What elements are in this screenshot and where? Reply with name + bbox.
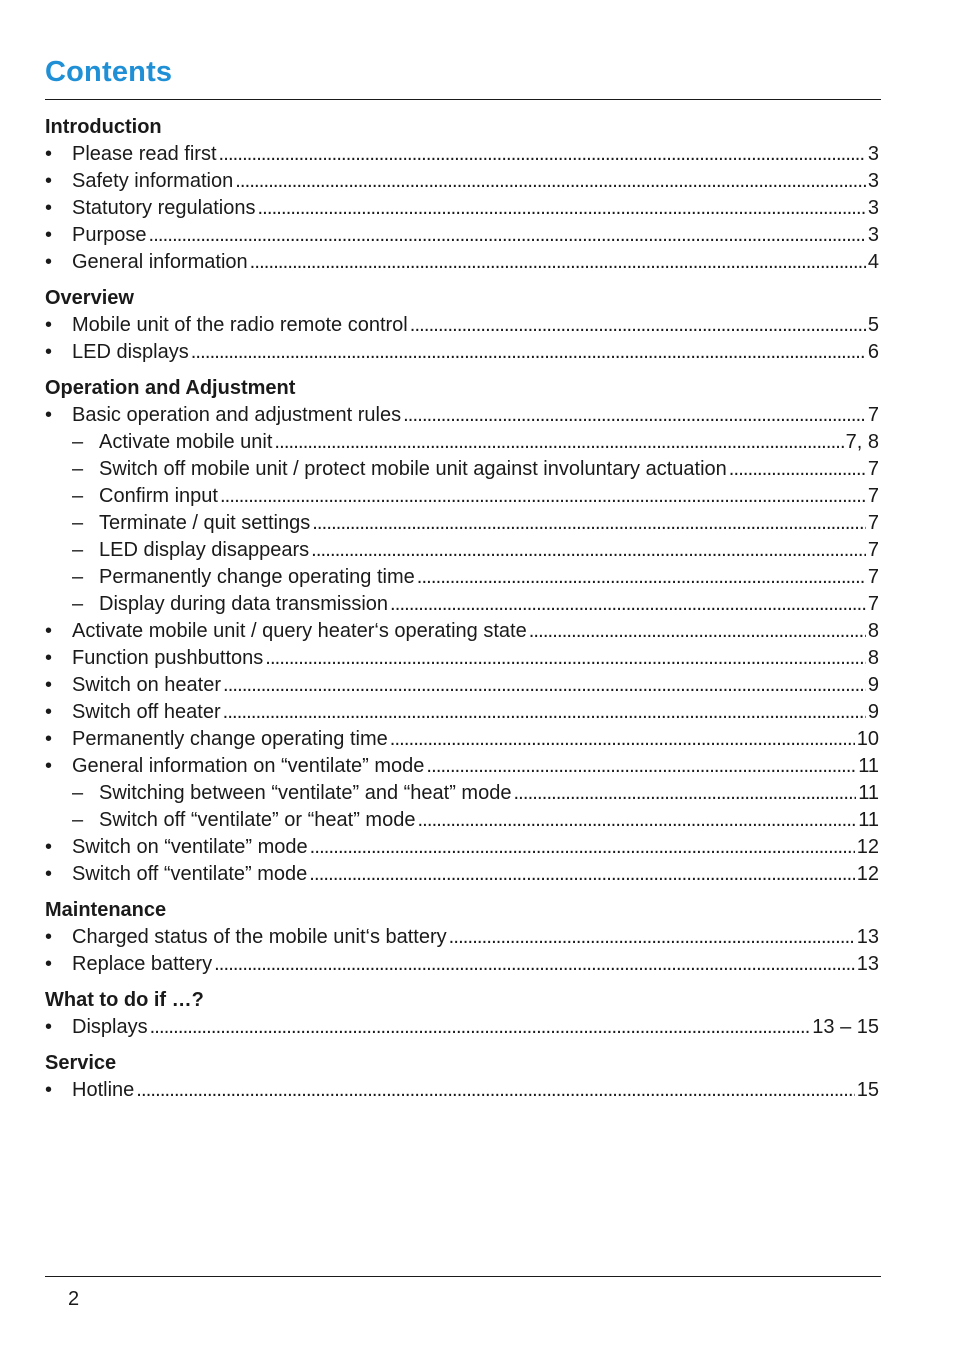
entry-label: Switch on heater [72, 674, 221, 696]
bullet-marker: • [45, 404, 53, 426]
dot-leader [417, 807, 856, 834]
dot-leader [390, 726, 855, 753]
toc-subentry[interactable] [45, 807, 879, 834]
toc-entry[interactable] [45, 951, 879, 978]
entry-label: LED display disappears [99, 539, 310, 561]
entry-page-number: 7 [867, 512, 879, 534]
entry-label: Basic operation and adjustment rules [72, 404, 402, 426]
entry-label: Switch off heater [72, 701, 221, 723]
dot-leader [390, 591, 866, 618]
toc-entry[interactable] [45, 339, 879, 366]
entry-label: Mobile unit of the radio remote control [72, 314, 408, 336]
entry-page-number: 13 [856, 926, 879, 948]
entry-label: Switch off “ventilate” or “heat” mode [99, 809, 416, 831]
bullet-marker: • [45, 1016, 53, 1038]
toc-entry[interactable] [45, 861, 879, 888]
toc-section [45, 987, 879, 1041]
dot-leader [310, 834, 855, 861]
entry-page-number: 11 [858, 755, 879, 777]
entry-label: Purpose [72, 224, 147, 246]
toc-subentry[interactable] [45, 780, 879, 807]
section-heading: Maintenance [45, 899, 167, 921]
bullet-marker: • [45, 620, 53, 642]
table-of-contents [45, 114, 879, 1113]
footer-page-number: 2 [68, 1288, 80, 1310]
entry-page-number: 7 [867, 485, 879, 507]
toc-entry[interactable] [45, 141, 879, 168]
entry-label: LED displays [72, 341, 189, 363]
bullet-marker: • [45, 170, 53, 192]
toc-entry[interactable] [45, 402, 879, 429]
bullet-marker: • [45, 755, 53, 777]
toc-entry[interactable] [45, 249, 879, 276]
entry-label: Hotline [72, 1079, 135, 1101]
entry-page-number: 9 [867, 674, 879, 696]
entry-page-number: 3 [867, 170, 879, 192]
entry-label: Activate mobile unit / query heater‘s operating state [72, 620, 527, 642]
entry-page-number: 7 [867, 566, 879, 588]
entry-label: Terminate / quit settings [99, 512, 311, 534]
toc-entry[interactable] [45, 753, 879, 780]
dot-leader [214, 951, 855, 978]
entry-page-number: 3 [867, 197, 879, 219]
title-divider [45, 99, 881, 100]
dot-leader [250, 249, 866, 276]
dot-leader [312, 510, 866, 537]
toc-entry[interactable] [45, 834, 879, 861]
toc-entry[interactable] [45, 726, 879, 753]
toc-entry[interactable] [45, 645, 879, 672]
bullet-marker: • [45, 701, 53, 723]
entry-label: Switch on “ventilate” mode [72, 836, 308, 858]
dot-leader [220, 483, 866, 510]
entry-page-number: 12 [856, 836, 879, 858]
entry-label: Safety information [72, 170, 234, 192]
bullet-marker: • [45, 143, 53, 165]
toc-subentry[interactable] [45, 483, 879, 510]
entry-page-number: 3 [867, 224, 879, 246]
bullet-marker: • [45, 1079, 53, 1101]
entry-page-number: 11 [858, 809, 879, 831]
bullet-marker: • [45, 674, 53, 696]
dash-marker: – [72, 539, 84, 561]
entry-page-number: 7 [867, 539, 879, 561]
bullet-marker: • [45, 314, 53, 336]
bullet-marker: • [45, 341, 53, 363]
dash-marker: – [72, 782, 84, 804]
entry-page-number: 3 [867, 143, 879, 165]
entry-label: Activate mobile unit [99, 431, 273, 453]
entry-page-number: 5 [867, 314, 879, 336]
toc-entry[interactable] [45, 312, 879, 339]
entry-label: General information on “ventilate” mode [72, 755, 425, 777]
entry-label: Displays [72, 1016, 148, 1038]
entry-page-number: 7, 8 [845, 431, 879, 453]
dash-marker: – [72, 431, 84, 453]
bullet-marker: • [45, 224, 53, 246]
entry-page-number: 9 [867, 701, 879, 723]
dot-leader [265, 645, 866, 672]
page-title: Contents [45, 56, 173, 88]
section-heading: Operation and Adjustment [45, 377, 296, 399]
entry-page-number: 15 [856, 1079, 879, 1101]
bullet-marker: • [45, 926, 53, 948]
entry-label: Charged status of the mobile unit‘s battery [72, 926, 447, 948]
entry-label: Switch off mobile unit / protect mobile unit against involuntary actuation [99, 458, 727, 480]
toc-subentry[interactable] [45, 537, 879, 564]
toc-subentry[interactable] [45, 456, 879, 483]
toc-entry[interactable] [45, 699, 879, 726]
bullet-marker: • [45, 647, 53, 669]
dot-leader [417, 564, 866, 591]
entry-page-number: 13 [856, 953, 879, 975]
dot-leader [235, 168, 866, 195]
section-heading: Introduction [45, 116, 162, 138]
entry-label: Statutory regulations [72, 197, 256, 219]
bullet-marker: • [45, 197, 53, 219]
entry-label: Switch off “ventilate” mode [72, 863, 308, 885]
toc-entry[interactable] [45, 618, 879, 645]
entry-label: Please read first [72, 143, 217, 165]
dash-marker: – [72, 512, 84, 534]
toc-section [45, 1050, 879, 1104]
toc-entry[interactable] [45, 1014, 879, 1041]
dot-leader [257, 195, 865, 222]
dot-leader [311, 537, 866, 564]
entry-page-number: 8 [867, 647, 879, 669]
entry-label: Permanently change operating time [99, 566, 415, 588]
dot-leader [223, 672, 866, 699]
entry-label: Function pushbuttons [72, 647, 264, 669]
toc-entry[interactable] [45, 672, 879, 699]
bullet-marker: • [45, 836, 53, 858]
toc-subentry[interactable] [45, 591, 879, 618]
toc-entry[interactable] [45, 1077, 879, 1104]
entry-page-number: 7 [867, 404, 879, 426]
entry-label: Display during data transmission [99, 593, 389, 615]
entry-page-number: 6 [867, 341, 879, 363]
dash-marker: – [72, 485, 84, 507]
toc-entry[interactable] [45, 168, 879, 195]
dot-leader [150, 1014, 811, 1041]
toc-section [45, 375, 879, 888]
dot-leader [426, 753, 856, 780]
section-heading: Service [45, 1052, 117, 1074]
bullet-marker: • [45, 953, 53, 975]
section-heading: Overview [45, 287, 134, 309]
dot-leader [136, 1077, 854, 1104]
entry-page-number: 4 [867, 251, 879, 273]
toc-entry[interactable] [45, 222, 879, 249]
entry-label: Switching between “ventilate” and “heat” mode [99, 782, 512, 804]
toc-subentry[interactable] [45, 429, 879, 456]
toc-section [45, 114, 879, 276]
dot-leader [449, 924, 855, 951]
footer-divider [45, 1276, 881, 1277]
entry-page-number: 10 [856, 728, 879, 750]
toc-entry[interactable] [45, 924, 879, 951]
entry-label: Confirm input [99, 485, 218, 507]
entry-label: General information [72, 251, 248, 273]
toc-entry[interactable] [45, 195, 879, 222]
dot-leader [309, 861, 854, 888]
dash-marker: – [72, 593, 84, 615]
dot-leader [513, 780, 856, 807]
entry-page-number: 12 [856, 863, 879, 885]
dot-leader [529, 618, 866, 645]
dot-leader [219, 141, 866, 168]
dash-marker: – [72, 809, 84, 831]
dash-marker: – [72, 458, 84, 480]
entry-label: Replace battery [72, 953, 213, 975]
toc-section [45, 897, 879, 978]
dot-leader [403, 402, 866, 429]
dot-leader [191, 339, 866, 366]
entry-page-number: 7 [867, 593, 879, 615]
bullet-marker: • [45, 728, 53, 750]
toc-subentry[interactable] [45, 564, 879, 591]
entry-page-number: 13 – 15 [812, 1016, 879, 1038]
bullet-marker: • [45, 863, 53, 885]
dot-leader [149, 222, 866, 249]
dash-marker: – [72, 566, 84, 588]
toc-subentry[interactable] [45, 510, 879, 537]
toc-section [45, 285, 879, 366]
entry-label: Permanently change operating time [72, 728, 388, 750]
dot-leader [410, 312, 866, 339]
section-heading: What to do if …? [45, 989, 204, 1011]
dot-leader [729, 456, 866, 483]
entry-page-number: 8 [867, 620, 879, 642]
entry-page-number: 11 [858, 782, 879, 804]
dot-leader [274, 429, 843, 456]
bullet-marker: • [45, 251, 53, 273]
dot-leader [223, 699, 866, 726]
entry-page-number: 7 [867, 458, 879, 480]
